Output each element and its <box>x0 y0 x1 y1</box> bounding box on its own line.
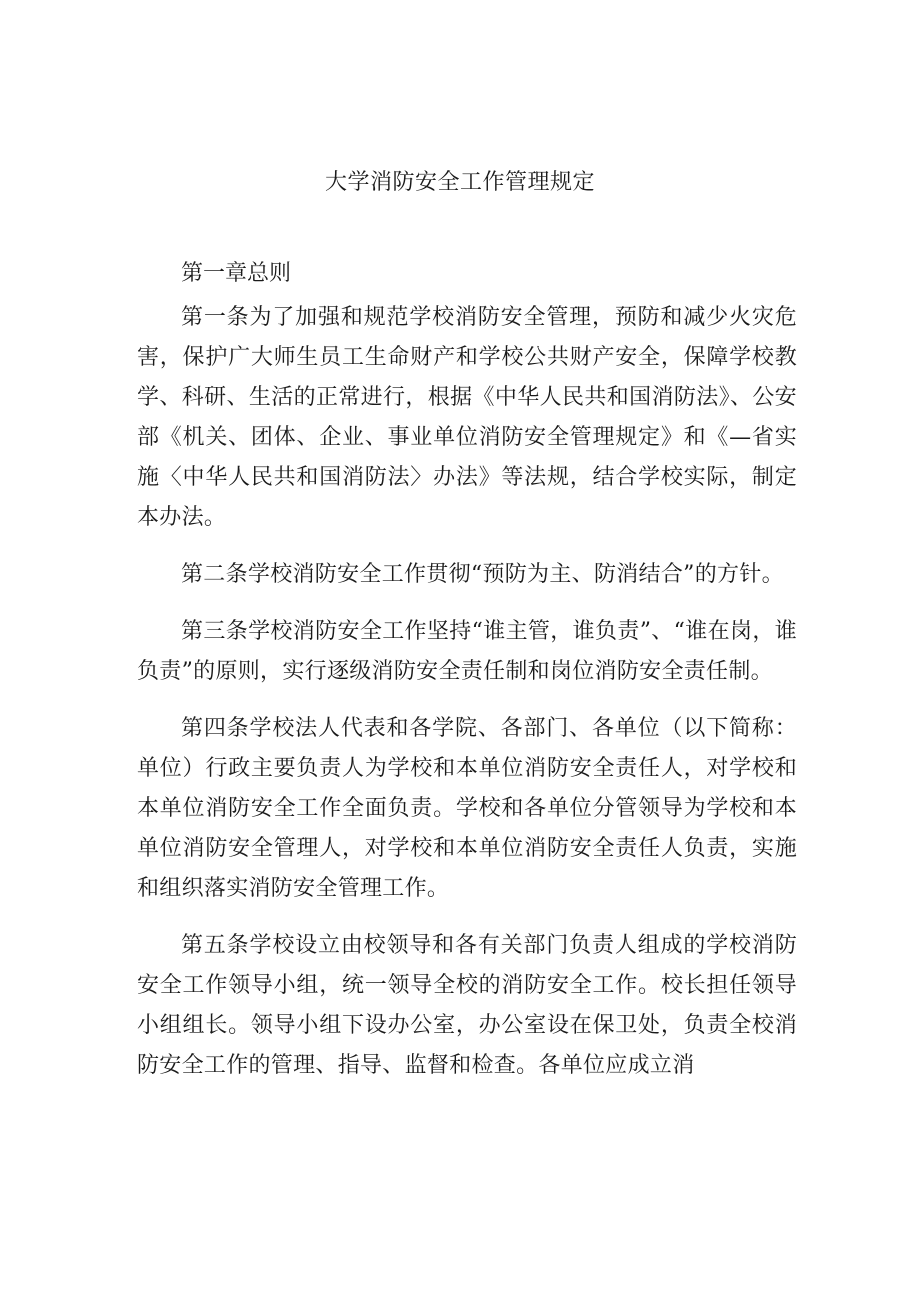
article-2: 第二条学校消防安全工作贯彻“预防为主、防消结合”的方针。 <box>181 562 784 587</box>
article-4: 第四条学校法人代表和各学院、各部门、各单位（以下简称：单位）行政主要负责人为学校和本单位消防安全责任人，对学校和本单位消防安全工作全面负责。学校和各单位分管领导为学校和本单位消防安全管理人，对学校和本单位消防安全责任人负责，实施和组织落实消防安全管理工作。 <box>137 716 797 901</box>
article-5: 第五条学校设立由校领导和各有关部门负责人组成的学校消防安全工作领导小组，统一领导全校的消防安全工作。校长担任领导小组组长。领导小组下设办公室，办公室设在保卫处，负责全校消防安全工作的管理、指导、监督和检查。各单位应成立消 <box>137 933 797 1078</box>
article-3: 第三条学校消防安全工作坚持“谁主管，谁负责”、“谁在岗，谁负责”的原则，实行逐级消防安全责任制和岗位消防安全责任制。 <box>137 619 797 684</box>
chapter-heading: 第一章总则 <box>181 261 292 286</box>
document-body <box>137 254 797 1103</box>
article-1: 第一条为了加强和规范学校消防安全管理，预防和减少火灾危害，保护广大师生员工生命财产和学校公共财产安全，保障学校教学、科研、生活的正常进行，根据《中华人民共和国消防法》、公安部《机关、团体、企业、事业单位消防安全管理规定》和《—省实施〈中华人民共和国消防法〉办法》等法规，结合学校实际，制定本办法。 <box>137 305 797 530</box>
document-title: 大学消防安全工作管理规定 <box>324 170 595 195</box>
